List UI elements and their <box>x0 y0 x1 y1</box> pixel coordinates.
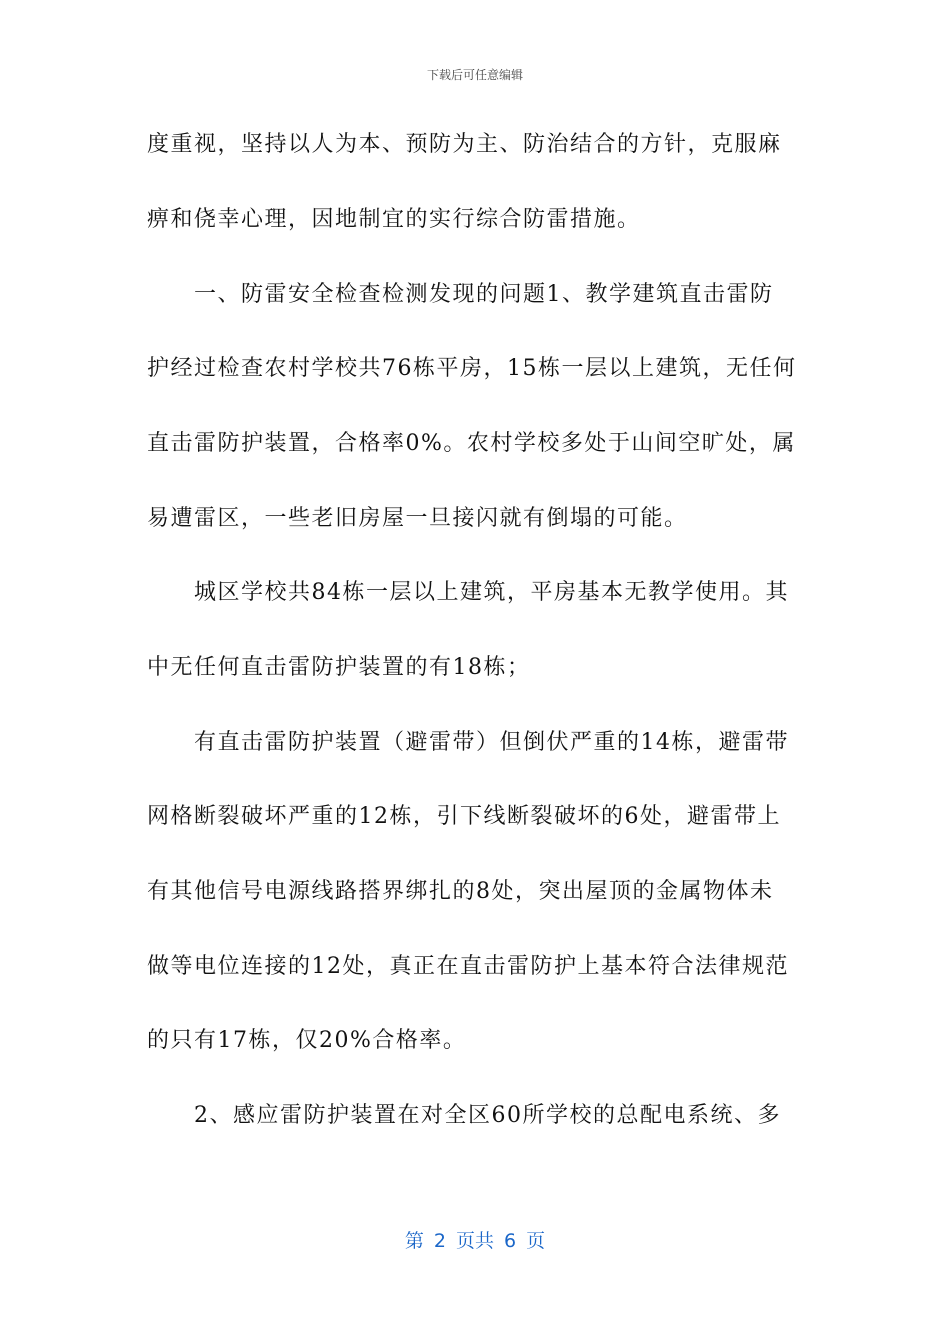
page-header: 下载后可任意编辑 <box>426 68 523 82</box>
body-line: 网格断裂破坏严重的12栋，引下线断裂破坏的6处，避雷带上 <box>147 804 781 829</box>
body-line: 2、感应雷防护装置在对全区60所学校的总配电系统、多 <box>147 1103 781 1128</box>
body-line: 有直击雷防护装置（避雷带）但倒伏严重的14栋，避雷带 <box>147 730 789 755</box>
body-line: 有其他信号电源线路搭界绑扎的8处，突出屋顶的金属物体未 <box>147 879 774 904</box>
body-line: 一、防雷安全检查检测发现的问题1、教学建筑直击雷防 <box>147 282 774 307</box>
body-line: 易遭雷区，一些老旧房屋一旦接闪就有倒塌的可能。 <box>147 506 688 531</box>
body-line: 痹和侥幸心理，因地制宜的实行综合防雷措施。 <box>147 207 641 232</box>
body-line: 度重视，坚持以人为本、预防为主、防治结合的方针，克服麻 <box>147 132 782 157</box>
body-line: 城区学校共84栋一层以上建筑，平房基本无教学使用。其 <box>147 580 789 605</box>
body-line: 的只有17栋，仅20%合格率。 <box>147 1028 467 1053</box>
body-line: 做等电位连接的12处，真正在直击雷防护上基本符合法律规范 <box>147 954 789 979</box>
page-footer: 第 2 页共 6 页 <box>404 1230 546 1252</box>
body-line: 直击雷防护装置，合格率0%。农村学校多处于山间空旷处，属 <box>147 431 796 456</box>
body-line: 中无任何直击雷防护装置的有18栋； <box>147 655 531 680</box>
body-line: 护经过检查农村学校共76栋平房，15栋一层以上建筑，无任何 <box>147 356 797 381</box>
